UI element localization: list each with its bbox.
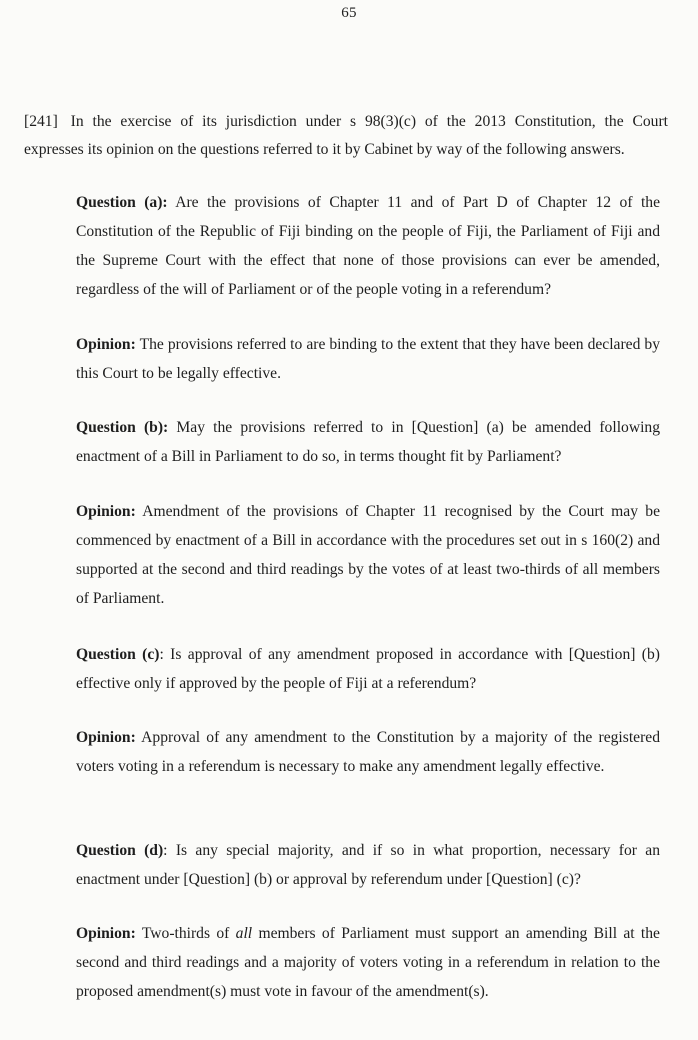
page-number: 65 — [341, 5, 357, 21]
question-b — [76, 413, 660, 471]
question-c-text: : Is approval of any amendment proposed in accordance with [Question] (b) effective only if approved by the people of Fiji at a referendum? — [76, 646, 660, 692]
question-c-label: Question (c) — [76, 646, 160, 663]
paragraph-line-2: expresses its opinion on the questions referred to it by Cabinet by way of the following answers. — [24, 141, 625, 158]
question-a-text: Are the provisions of Chapter 11 and of Part D of Chapter 12 of the Constitution of the Republic of Fiji binding on the people of Fiji, the Parliament of Fiji and the Supreme Court with the effect that none of those provisions can ever be amended, regardless of the will of Parliament or of the people voting in a referendum? — [76, 194, 660, 298]
opinion-c — [76, 723, 660, 781]
opinion-d-label: Opinion: — [76, 925, 136, 942]
opinion-d-text-after: members of Parliament must support an amending Bill at the second and third readings and a majority of voters voting in a referendum in relation to the proposed amendment(s) must vote in favour of the amendment(s). — [76, 925, 660, 1000]
paragraph-number: [241] — [24, 113, 58, 130]
question-a-label: Question (a): — [76, 194, 168, 211]
opinion-d-text-before: Two-thirds of — [141, 925, 230, 942]
opinion-a-text: The provisions referred to are binding to the extent that they have been declared by this Court to be legally effective. — [76, 336, 660, 382]
paragraph-line-1: In the exercise of its jurisdiction under s 98(3)(c) of the 2013 Constitution, the Court — [70, 113, 668, 130]
opinion-a-label: Opinion: — [76, 336, 136, 353]
opinion-c-label: Opinion: — [76, 729, 136, 746]
question-d — [76, 836, 660, 894]
paragraph-first-line — [24, 108, 668, 136]
paragraph-241 — [24, 108, 668, 164]
opinion-a — [76, 330, 660, 388]
question-b-text: May the provisions referred to in [Question] (a) be amended following enactment of a Bill in Parliament to do so, in terms thought fit by Parliament? — [76, 419, 661, 465]
question-d-label: Question (d) — [76, 842, 164, 859]
opinion-b-text: Amendment of the provisions of Chapter 11 recognised by the Court may be commenced by enactment of a Bill in accordance with the procedures set out in s 160(2) and supported at the second and third readings by the votes of at least two-thirds of all members of Parliament. — [76, 503, 661, 607]
question-b-label: Question (b): — [76, 419, 169, 436]
question-c — [76, 640, 660, 698]
opinion-d — [76, 919, 660, 1006]
question-a — [76, 188, 660, 304]
opinion-b-label: Opinion: — [76, 503, 136, 520]
question-d-text: : Is any special majority, and if so in what proportion, necessary for an enactment under [Question] (b) or approval by referendum under [Question] (c)? — [76, 842, 661, 888]
opinion-d-emphasis: all — [235, 925, 253, 942]
opinion-c-text: Approval of any amendment to the Constitution by a majority of the registered voters voting in a referendum is necessary to make any amendment legally effective. — [76, 729, 660, 775]
opinion-b — [76, 497, 660, 613]
